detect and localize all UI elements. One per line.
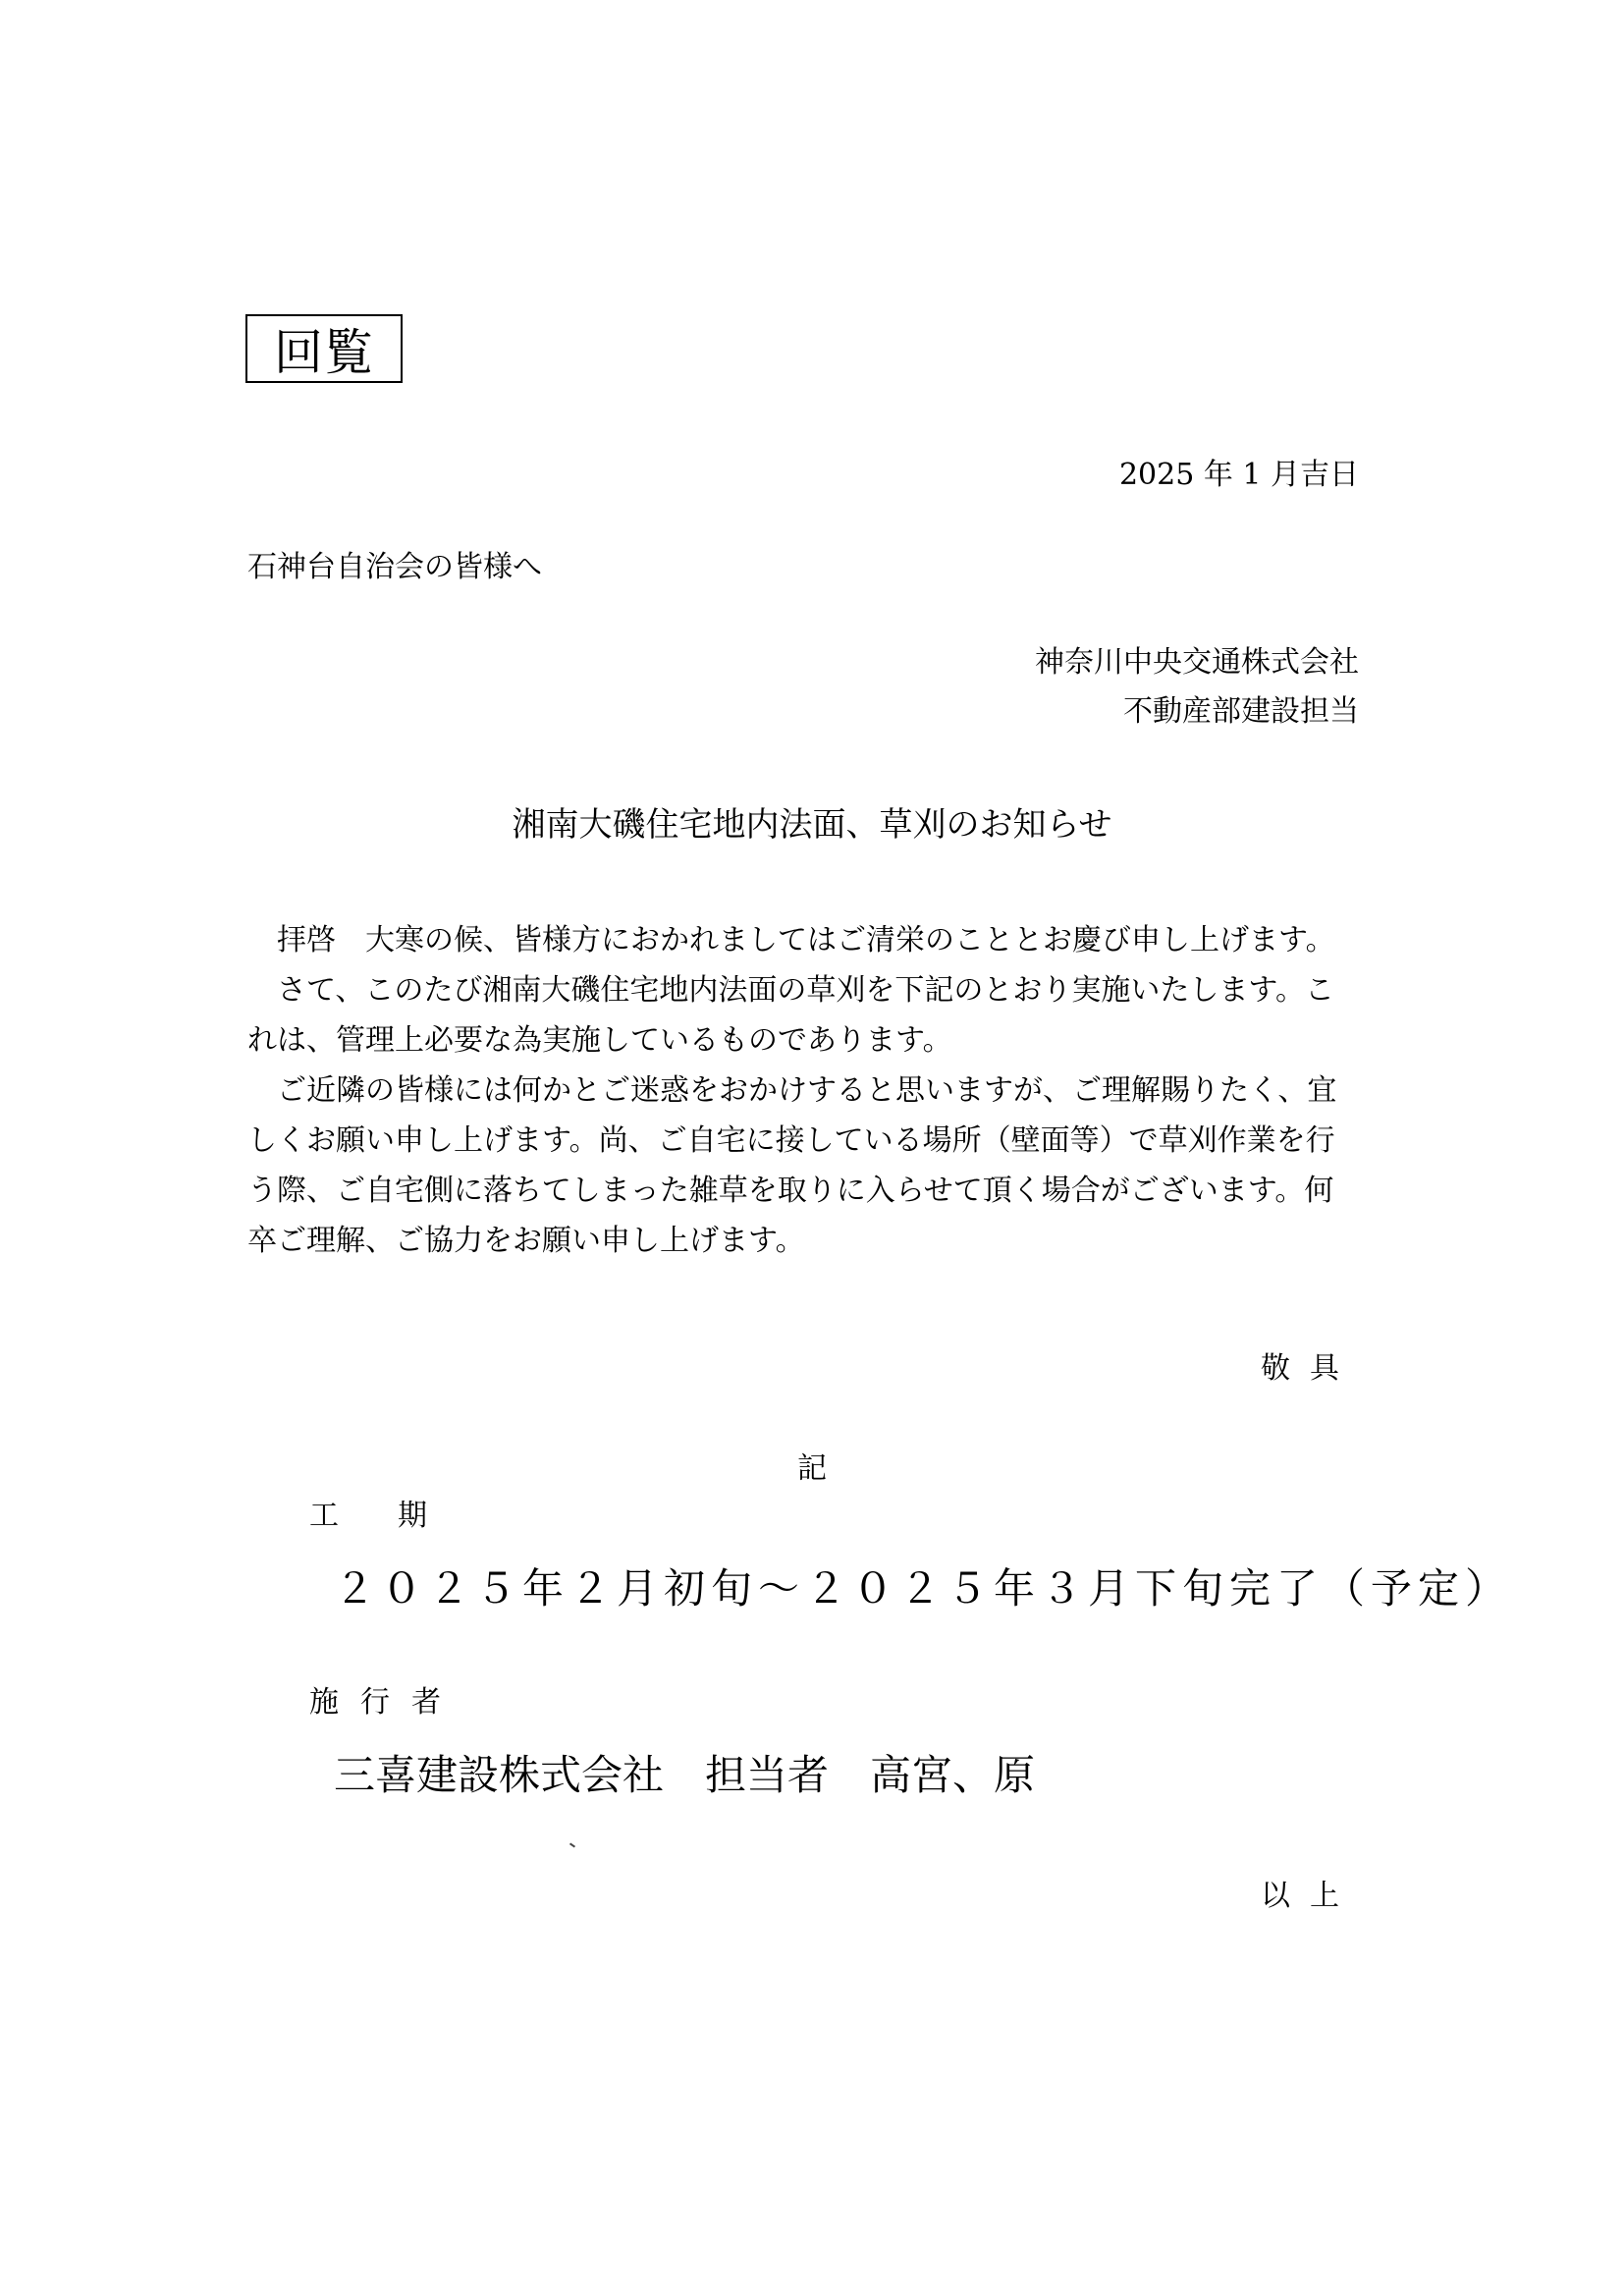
body-text [247,915,1357,1266]
scan-speck [569,1842,575,1847]
sender-company: 神奈川中央交通株式会社 [1035,645,1359,680]
body-paragraph-notice: さて、このたび湘南大磯住宅地内法面の草刈を下記のとおり実施いたします。これは、管理上必要な為実施しているものであります。 [247,973,1334,1058]
closing-salutation: 敬具 [1261,1351,1359,1386]
contractor-value: 三喜建設株式会社 担当者 高宮、原 [334,1751,1036,1799]
circular-label: 回覧 [274,324,374,381]
body-paragraph-greeting: 拝啓 大寒の候、皆様方におかれましてはご清栄のこととお慶び申し上げます。 [277,923,1335,957]
circular-stamp-box [245,314,403,383]
recipient: 石神台自治会の皆様へ [247,550,542,584]
period-value: ２０２５年２月初旬～２０２５年３月下旬完了（予定） [334,1564,1513,1613]
period-label: 工期 [309,1499,486,1533]
body-paragraph-request: ご近隣の皆様には何かとご迷惑をおかけすると思いますが、ご理解賜りたく、宜しくお願い申し上げます。尚、ご自宅に接している場所（壁面等）で草刈作業を行う際、ご自宅側に落ちてしまった雑草を取りに入らせて頂く場合がございます。何卒ご理解、ご協力をお願い申し上げます。 [247,1073,1337,1258]
sender-block [1035,638,1359,737]
document-date: 2025 年 1 月吉日 [1118,458,1359,492]
end-mark: 以上 [1261,1879,1359,1913]
document-title: 湘南大磯住宅地内法面、草刈のお知らせ [512,805,1112,845]
contractor-label: 施行者 [309,1685,462,1720]
sender-department: 不動産部建設担当 [1123,694,1359,729]
details-heading: 記 [797,1451,827,1486]
